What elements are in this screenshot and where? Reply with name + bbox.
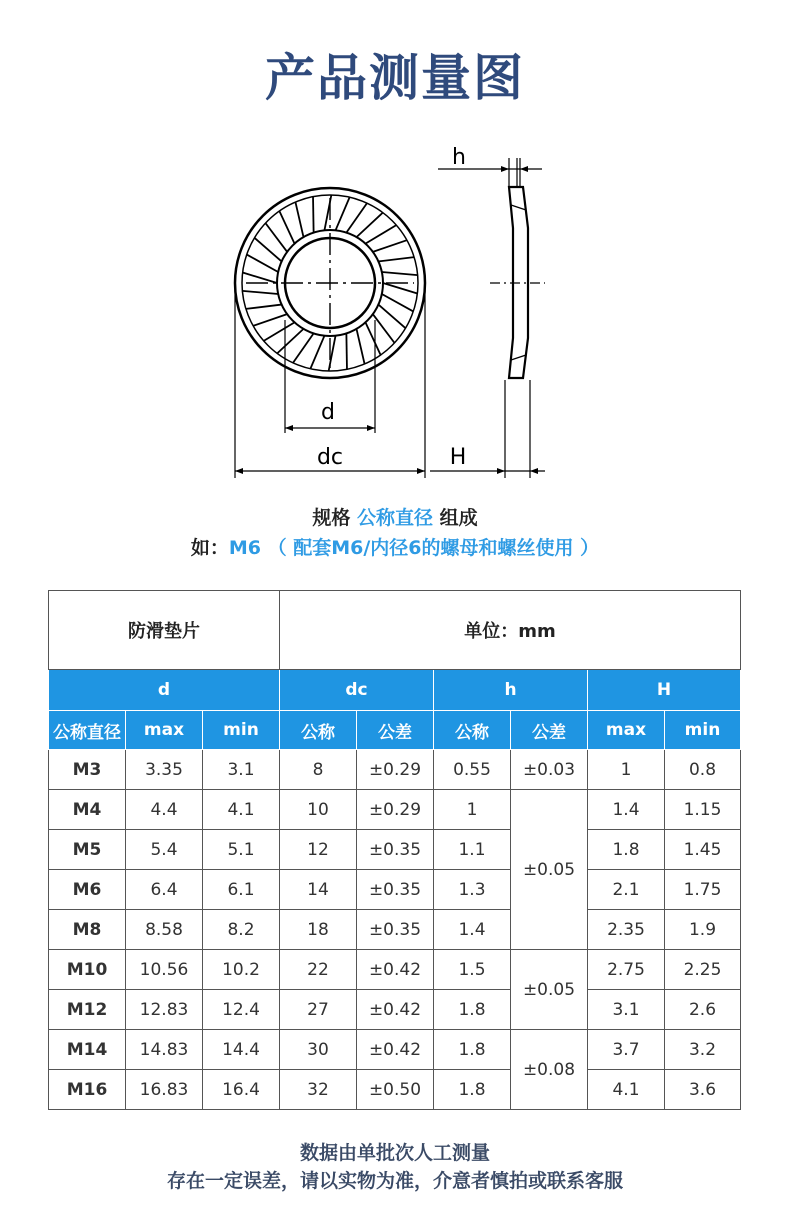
- d-max-cell: 8.58: [126, 910, 203, 950]
- serration-line: [295, 202, 303, 237]
- table-row: [49, 870, 741, 910]
- group-header-h: h: [434, 670, 588, 711]
- h-tolerance-cell: ±0.08: [511, 1030, 588, 1110]
- table-row: [49, 950, 741, 990]
- serration-line: [293, 333, 314, 362]
- header-dc-tolerance: 公差: [357, 711, 434, 750]
- dc-tolerance-cell: ±0.29: [357, 790, 434, 830]
- d-min-cell: 5.1: [203, 830, 280, 870]
- size-cell: M12: [49, 990, 126, 1030]
- serration-line: [336, 197, 350, 230]
- H-min-cell: 2.25: [665, 950, 741, 990]
- h-cell: 1.5: [434, 950, 511, 990]
- dc-cell: 22: [280, 950, 357, 990]
- spec-suffix: 组成: [439, 507, 478, 529]
- size-cell: M6: [49, 870, 126, 910]
- size-cell: M4: [49, 790, 126, 830]
- d-max-cell: 16.83: [126, 1070, 203, 1110]
- size-cell: M3: [49, 750, 126, 790]
- H-min-cell: 3.2: [665, 1030, 741, 1070]
- group-header-d: d: [49, 670, 280, 711]
- dc-tolerance-cell: ±0.42: [357, 990, 434, 1030]
- serration-line: [365, 225, 396, 243]
- serration-line: [243, 272, 277, 283]
- header-h-tolerance: 公差: [511, 711, 588, 750]
- size-cell: M16: [49, 1070, 126, 1110]
- serration-line: [277, 329, 303, 353]
- dc-tolerance-cell: ±0.35: [357, 830, 434, 870]
- H-min-cell: 0.8: [665, 750, 741, 790]
- h-cell: 1.8: [434, 1030, 511, 1070]
- washer-side-view: [430, 158, 545, 478]
- table-row: [49, 1070, 741, 1110]
- serration-line: [357, 329, 365, 364]
- example-prefix: 如：: [190, 537, 229, 559]
- page-title: 产品测量图: [265, 49, 525, 107]
- size-cell: M5: [49, 830, 126, 870]
- H-max-cell: 1.8: [588, 830, 665, 870]
- H-min-cell: 2.6: [665, 990, 741, 1030]
- d-max-cell: 6.4: [126, 870, 203, 910]
- header-nominal-diameter: 公称直径: [49, 711, 126, 750]
- serration-line: [346, 333, 347, 369]
- H-min-cell: 1.15: [665, 790, 741, 830]
- size-cell: M10: [49, 950, 126, 990]
- H-min-cell: 3.6: [665, 1070, 741, 1110]
- dc-cell: 30: [280, 1030, 357, 1070]
- table-row: [49, 750, 741, 790]
- dc-cell: 18: [280, 910, 357, 950]
- label-H: H: [449, 445, 467, 470]
- d-max-cell: 10.56: [126, 950, 203, 990]
- table-row: [49, 990, 741, 1030]
- dc-tolerance-cell: ±0.42: [357, 1030, 434, 1070]
- serration-line: [378, 305, 405, 329]
- serration-line: [242, 291, 278, 294]
- spec-highlight: 公称直径: [356, 507, 433, 529]
- serration-line: [373, 240, 407, 252]
- label-dc: dc: [316, 445, 344, 470]
- d-max-cell: 3.35: [126, 750, 203, 790]
- d-min-cell: 10.2: [203, 950, 280, 990]
- d-min-cell: 4.1: [203, 790, 280, 830]
- header-H-min: min: [665, 711, 741, 750]
- d-min-cell: 6.1: [203, 870, 280, 910]
- h-tolerance-cell: ±0.03: [511, 750, 588, 790]
- size-cell: M8: [49, 910, 126, 950]
- H-max-cell: 1: [588, 750, 665, 790]
- serration-line: [313, 197, 314, 233]
- H-max-cell: 2.75: [588, 950, 665, 990]
- d-min-cell: 12.4: [203, 990, 280, 1030]
- d-max-cell: 5.4: [126, 830, 203, 870]
- serration-line: [266, 223, 288, 252]
- label-h: h: [452, 145, 466, 170]
- H-max-cell: 2.35: [588, 910, 665, 950]
- dc-cell: 27: [280, 990, 357, 1030]
- H-max-cell: 3.1: [588, 990, 665, 1030]
- h-tolerance-cell: ±0.05: [511, 790, 588, 950]
- example-text: M6 （ 配套M6/内径6的螺母和螺丝使用 ）: [228, 537, 600, 559]
- dc-tolerance-cell: ±0.29: [357, 750, 434, 790]
- size-cell: M14: [49, 1030, 126, 1070]
- group-header-dc: dc: [280, 670, 434, 711]
- serration-line: [279, 211, 294, 244]
- d-max-cell: 14.83: [126, 1030, 203, 1070]
- h-tolerance-cell: ±0.05: [511, 950, 588, 1030]
- table-row: [49, 1030, 741, 1070]
- footer-note-1: 数据由单批次人工测量: [299, 1142, 490, 1164]
- header-dc-nominal: 公称: [280, 711, 357, 750]
- serration-line: [310, 336, 324, 369]
- H-max-cell: 2.1: [588, 870, 665, 910]
- dc-cell: 32: [280, 1070, 357, 1110]
- h-cell: 1.4: [434, 910, 511, 950]
- spec-table: [48, 590, 741, 1110]
- header-d-max: max: [126, 711, 203, 750]
- serration-line: [365, 322, 380, 355]
- serration-line: [247, 255, 278, 272]
- h-cell: 1.3: [434, 870, 511, 910]
- serration-line: [373, 314, 395, 343]
- unit-cell: 单位：mm: [280, 591, 741, 670]
- H-min-cell: 1.75: [665, 870, 741, 910]
- d-min-cell: 16.4: [203, 1070, 280, 1110]
- d-max-cell: 12.83: [126, 990, 203, 1030]
- dc-cell: 10: [280, 790, 357, 830]
- washer-front-view: [235, 188, 425, 478]
- serration-line: [378, 257, 414, 261]
- H-max-cell: 3.7: [588, 1030, 665, 1070]
- header-h-nominal: 公称: [434, 711, 511, 750]
- serration-line: [246, 305, 282, 309]
- washer-measurement-diagram: [220, 140, 560, 480]
- serration-line: [346, 203, 367, 232]
- h-cell: 1.8: [434, 990, 511, 1030]
- table-row: [49, 910, 741, 950]
- dc-cell: 14: [280, 870, 357, 910]
- serration-line: [253, 314, 287, 326]
- h-cell: 1: [434, 790, 511, 830]
- serration-line: [254, 238, 281, 262]
- serration-line: [382, 272, 418, 275]
- dc-tolerance-cell: ±0.42: [357, 950, 434, 990]
- H-max-cell: 4.1: [588, 1070, 665, 1110]
- h-cell: 1.8: [434, 1070, 511, 1110]
- dc-tolerance-cell: ±0.50: [357, 1070, 434, 1110]
- d-min-cell: 8.2: [203, 910, 280, 950]
- d-max-cell: 4.4: [126, 790, 203, 830]
- spec-prefix: 规格: [312, 507, 351, 529]
- d-min-cell: 14.4: [203, 1030, 280, 1070]
- footer-note-2: 存在一定误差，请以实物为准，介意者慎拍或联系客服: [166, 1170, 623, 1192]
- d-min-cell: 3.1: [203, 750, 280, 790]
- serration-line: [357, 213, 383, 237]
- product-name-cell: 防滑垫片: [49, 591, 280, 670]
- header-H-max: max: [588, 711, 665, 750]
- H-max-cell: 1.4: [588, 790, 665, 830]
- dc-tolerance-cell: ±0.35: [357, 910, 434, 950]
- table-row: [49, 790, 741, 830]
- label-d: d: [321, 400, 335, 425]
- h-cell: 1.1: [434, 830, 511, 870]
- serration-line: [264, 322, 295, 340]
- h-cell: 0.55: [434, 750, 511, 790]
- spec-description: [0, 503, 790, 530]
- serration-line: [382, 294, 413, 311]
- spec-example: [0, 533, 790, 560]
- serration-line: [383, 283, 417, 294]
- dc-tolerance-cell: ±0.35: [357, 870, 434, 910]
- dc-cell: 8: [280, 750, 357, 790]
- dc-cell: 12: [280, 830, 357, 870]
- header-d-min: min: [203, 711, 280, 750]
- group-header-H: H: [588, 670, 741, 711]
- H-min-cell: 1.9: [665, 910, 741, 950]
- table-row: [49, 830, 741, 870]
- H-min-cell: 1.45: [665, 830, 741, 870]
